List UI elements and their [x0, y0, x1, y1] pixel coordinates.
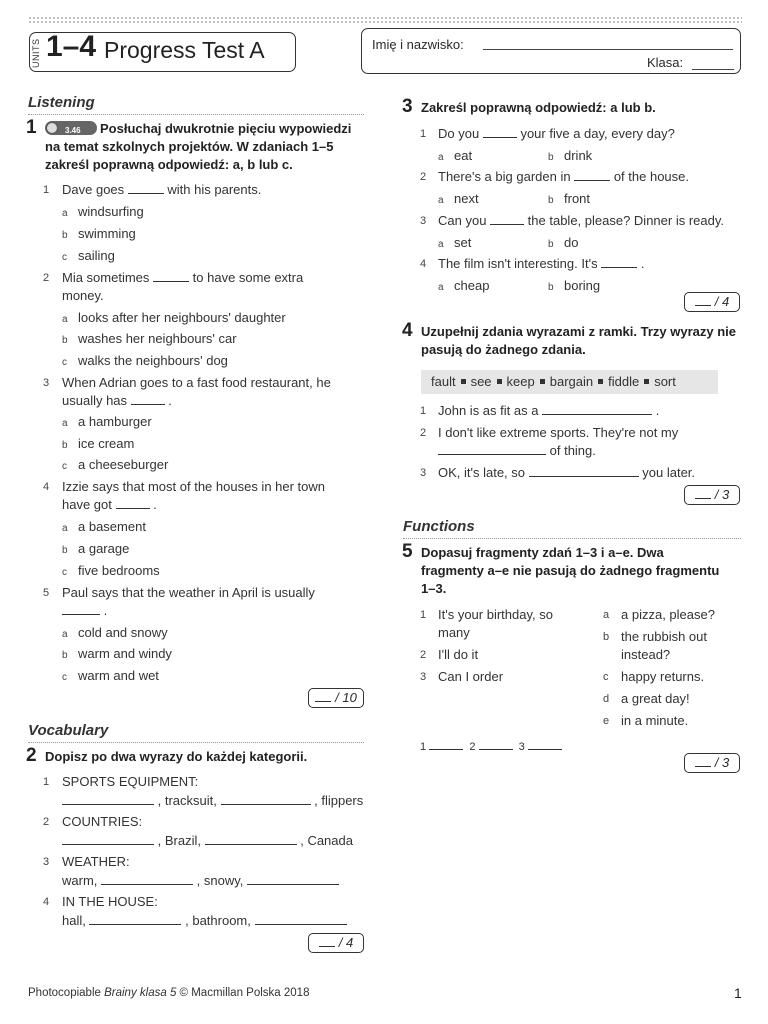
answer-blank[interactable] [490, 213, 524, 225]
exercise-number: 3 [402, 96, 413, 117]
option[interactable]: a cold and snowy [62, 625, 168, 640]
exercise-instruction: Dopisz po dwa wyrazy do każdej kategorii. [45, 749, 308, 764]
word-item: see [470, 374, 492, 389]
student-info-box [361, 28, 741, 74]
option[interactable]: b swimming [62, 226, 136, 241]
question: 3 OK, it's late, so you later. [420, 465, 696, 480]
word-item: fiddle [608, 374, 640, 389]
option[interactable]: b ice cream [62, 436, 135, 451]
answer-blank[interactable] [116, 497, 150, 509]
score-box[interactable]: / 10 [308, 688, 364, 708]
vocab-item: 3 WEATHER: warm, , snowy, [43, 853, 373, 890]
question: 3 When Adrian goes to a fast food restaurant, he usually has . [43, 375, 331, 408]
exercise-instruction: Dopasuj fragmenty zdań 1–3 i a–e. Dwa fragmenty a–e nie pasują do żadnego fragmentu 1–3. [421, 545, 720, 596]
option[interactable]: b do [548, 235, 579, 250]
section-rule [403, 538, 741, 539]
section-rule [28, 114, 364, 115]
match-right-item: b the rubbish out instead? [603, 629, 708, 662]
option[interactable]: a set [438, 235, 472, 250]
answer-blank[interactable] [529, 465, 639, 477]
option[interactable]: a cheap [438, 278, 490, 293]
section-title-listening: Listening [28, 94, 95, 111]
class-field[interactable] [692, 69, 734, 70]
section-rule [28, 742, 364, 743]
match-right-item: a a pizza, please? [603, 607, 715, 622]
exercise-instruction: 3.46 Posłuchaj dwukrotnie pięciu wypowiedzi na temat szkolnych projektów. W zdaniach 1–5 zakreśl poprawną odpowiedź: a, b lub c. [45, 121, 352, 172]
question: 1 Do you your five a day, every day? [420, 126, 675, 141]
answer-blank[interactable] [153, 270, 189, 282]
answer-blank[interactable] [429, 738, 463, 750]
option[interactable]: c walks the neighbours' dog [62, 353, 228, 368]
option[interactable]: b drink [548, 148, 593, 163]
question: 2 Mia sometimes to have some extra money. [43, 270, 304, 303]
answer-row: 1 2 3 [420, 738, 580, 756]
option[interactable]: a next [438, 191, 479, 206]
top-dotted-band [28, 16, 742, 24]
question: 2 I don't like extreme sports. They're not my of thing. [420, 425, 679, 458]
exercise-instruction: Uzupełnij zdania wyrazami z ramki. Trzy wyrazy nie pasują do żadnego zdania. [421, 324, 737, 357]
answer-blank[interactable] [528, 738, 562, 750]
section-title-functions: Functions [403, 518, 475, 535]
page-title: Progress Test A [104, 37, 265, 63]
answer-blank[interactable] [89, 913, 181, 925]
option[interactable]: c warm and wet [62, 668, 159, 683]
word-item: fault [431, 374, 456, 389]
class-label: Klasa: [647, 55, 684, 70]
word-item: sort [654, 374, 676, 389]
question: 4 The film isn't interesting. It's . [420, 256, 645, 271]
score-box[interactable]: / 4 [308, 933, 364, 953]
answer-blank[interactable] [255, 913, 347, 925]
question: 4 Izzie says that most of the houses in her town have got . [43, 479, 326, 512]
answer-blank[interactable] [479, 738, 513, 750]
exercise-instruction: Zakreśl poprawną odpowiedź: a lub b. [421, 100, 656, 115]
answer-blank[interactable] [205, 833, 297, 845]
answer-blank[interactable] [128, 182, 164, 194]
question: 5 Paul says that the weather in April is usually . [43, 585, 315, 618]
exercise-number: 4 [402, 320, 413, 341]
option[interactable]: a a hamburger [62, 414, 152, 429]
match-right-item: e in a minute. [603, 713, 689, 728]
score-box[interactable]: / 4 [684, 292, 740, 312]
option[interactable]: a looks after her neighbours' daughter [62, 310, 286, 325]
question: 1 John is as fit as a . [420, 403, 660, 418]
answer-blank[interactable] [62, 793, 154, 805]
option[interactable]: b washes her neighbours' car [62, 331, 237, 346]
exercise-number: 5 [402, 541, 413, 562]
vocab-item: 1 SPORTS EQUIPMENT: , tracksuit, , flippers [43, 774, 364, 808]
match-left-item: 2 I'll do it [420, 647, 479, 662]
answer-blank[interactable] [542, 403, 652, 415]
word-item: bargain [549, 374, 594, 389]
footer: Photocopiable Brainy klasa 5 © Macmillan Polska 2018 [28, 987, 310, 999]
name-label: Imię i nazwisko: [372, 37, 464, 52]
match-right-item: c happy returns. [603, 669, 705, 684]
section-title-vocabulary: Vocabulary [28, 722, 109, 739]
exercise-number: 1 [26, 117, 37, 138]
option[interactable]: c a cheeseburger [62, 457, 169, 472]
answer-blank[interactable] [62, 603, 100, 615]
units-number: 1–4 [46, 30, 97, 63]
answer-blank[interactable] [601, 256, 637, 268]
audio-cd-icon[interactable]: 3.46 [45, 121, 97, 135]
question: 1 Dave goes with his parents. [43, 182, 262, 197]
score-box[interactable]: / 3 [684, 753, 740, 773]
exercise-number: 2 [26, 745, 37, 766]
option[interactable]: a eat [438, 148, 473, 163]
option[interactable]: b front [548, 191, 591, 206]
question: 2 There's a big garden in of the house. [420, 169, 689, 184]
name-field[interactable] [483, 49, 733, 50]
option[interactable]: b boring [548, 278, 601, 293]
vocab-item: 2 COUNTRIES: , Brazil, , Canada [43, 814, 353, 848]
option[interactable]: a a basement [62, 519, 146, 534]
option[interactable]: b a garage [62, 541, 130, 556]
units-label: UNITS [31, 38, 41, 68]
answer-blank[interactable] [574, 169, 610, 181]
option[interactable]: c five bedrooms [62, 563, 160, 578]
match-right-item: d a great day! [603, 691, 690, 706]
answer-blank[interactable] [247, 873, 339, 885]
answer-blank[interactable] [101, 873, 193, 885]
option[interactable]: c sailing [62, 248, 115, 263]
word-box [421, 370, 718, 394]
match-left-item: 1 It's your birthday, so many [420, 607, 553, 640]
word-item: keep [506, 374, 535, 389]
answer-blank[interactable] [438, 443, 546, 455]
vocab-item: 4 IN THE HOUSE: hall, , bathroom, [43, 893, 373, 930]
answer-blank[interactable] [221, 793, 311, 805]
question: 3 Can you the table, please? Dinner is ready. [420, 213, 724, 228]
answer-blank[interactable] [131, 393, 165, 405]
match-left-item: 3 Can I order [420, 669, 504, 684]
score-box[interactable]: / 3 [684, 485, 740, 505]
answer-blank[interactable] [62, 833, 154, 845]
option[interactable]: b warm and windy [62, 646, 172, 661]
option[interactable]: a windsurfing [62, 204, 144, 219]
answer-blank[interactable] [483, 126, 517, 138]
page-number: 1 [734, 985, 742, 1001]
